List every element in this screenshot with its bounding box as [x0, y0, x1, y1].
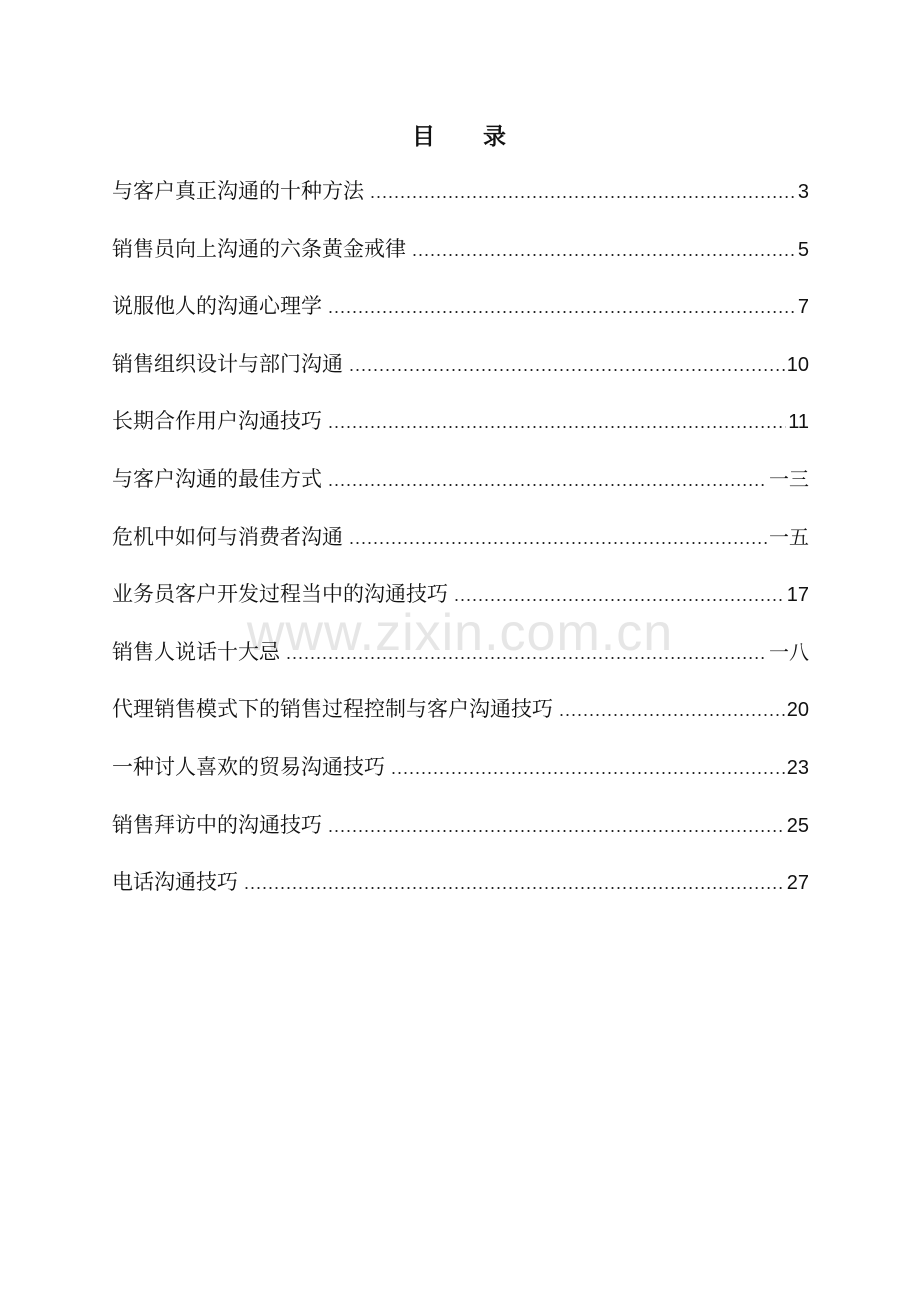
dot-leader — [391, 758, 785, 779]
toc-list — [112, 175, 809, 924]
toc-entry-title: 与客户真正沟通的十种方法 — [112, 179, 364, 203]
toc-entry[interactable] — [112, 751, 809, 809]
dot-leader — [328, 816, 785, 837]
toc-entry-title: 销售组织设计与部门沟通 — [112, 351, 343, 376]
dot-leader — [328, 470, 767, 491]
dot-leader — [328, 297, 796, 318]
toc-entry[interactable] — [112, 290, 809, 348]
dot-leader — [349, 528, 767, 549]
toc-entry-title: 业务员客户开发过程当中的沟通技巧 — [112, 582, 448, 607]
toc-entry-title: 危机中如何与消费者沟通 — [112, 524, 343, 549]
toc-entry[interactable] — [112, 463, 809, 521]
dot-leader — [559, 700, 785, 721]
toc-entry-title: 一种讨人喜欢的贸易沟通技巧 — [112, 754, 385, 779]
dot-leader — [370, 182, 796, 203]
dot-leader — [412, 240, 796, 261]
toc-heading-char-2: 录 — [483, 124, 508, 150]
toc-heading-char-1: 目 — [412, 124, 437, 150]
dot-leader — [349, 355, 785, 376]
toc-entry-page: 一八 — [769, 641, 809, 664]
watermark: www.zixin.com.cn — [246, 604, 674, 662]
toc-entry-page: 一三 — [769, 468, 809, 491]
toc-entry-page: 一五 — [769, 526, 809, 549]
toc-entry[interactable] — [112, 233, 809, 291]
toc-entry-title: 代理销售模式下的销售过程控制与客户沟通技巧 — [112, 697, 553, 722]
dot-leader — [286, 643, 767, 664]
toc-entry-page: 10 — [786, 353, 809, 376]
dot-leader — [328, 412, 786, 433]
toc-entry[interactable] — [112, 175, 809, 233]
toc-entry-page: 17 — [786, 584, 809, 607]
dot-leader — [244, 873, 785, 894]
toc-entry[interactable] — [112, 809, 809, 867]
toc-entry-title: 与客户沟通的最佳方式 — [112, 466, 322, 491]
toc-entry-title: 销售拜访中的沟通技巧 — [112, 812, 322, 837]
toc-entry-page: 5 — [797, 238, 809, 261]
toc-entry-title: 销售员向上沟通的六条黄金戒律 — [112, 236, 406, 261]
toc-entry[interactable] — [112, 866, 809, 924]
toc-entry-page: 11 — [788, 411, 809, 434]
dot-leader — [454, 585, 785, 606]
toc-entry-page: 3 — [797, 181, 809, 203]
toc-heading — [0, 118, 920, 151]
toc-entry[interactable] — [112, 693, 809, 751]
toc-entry[interactable] — [112, 405, 809, 463]
toc-entry-title: 长期合作用户沟通技巧 — [112, 409, 322, 434]
toc-entry[interactable] — [112, 521, 809, 579]
toc-entry-title: 说服他人的沟通心理学 — [112, 294, 322, 319]
toc-entry-page: 7 — [797, 296, 809, 319]
toc-entry-page: 27 — [786, 872, 809, 895]
toc-entry[interactable] — [112, 578, 809, 636]
toc-entry[interactable] — [112, 636, 809, 694]
toc-entry-title: 销售人说话十大忌 — [112, 639, 280, 664]
toc-entry-page: 25 — [786, 814, 809, 837]
toc-entry[interactable] — [112, 348, 809, 406]
toc-entry-title: 电话沟通技巧 — [112, 870, 238, 895]
toc-entry-page: 20 — [786, 699, 809, 722]
toc-entry-page: 23 — [786, 756, 809, 779]
